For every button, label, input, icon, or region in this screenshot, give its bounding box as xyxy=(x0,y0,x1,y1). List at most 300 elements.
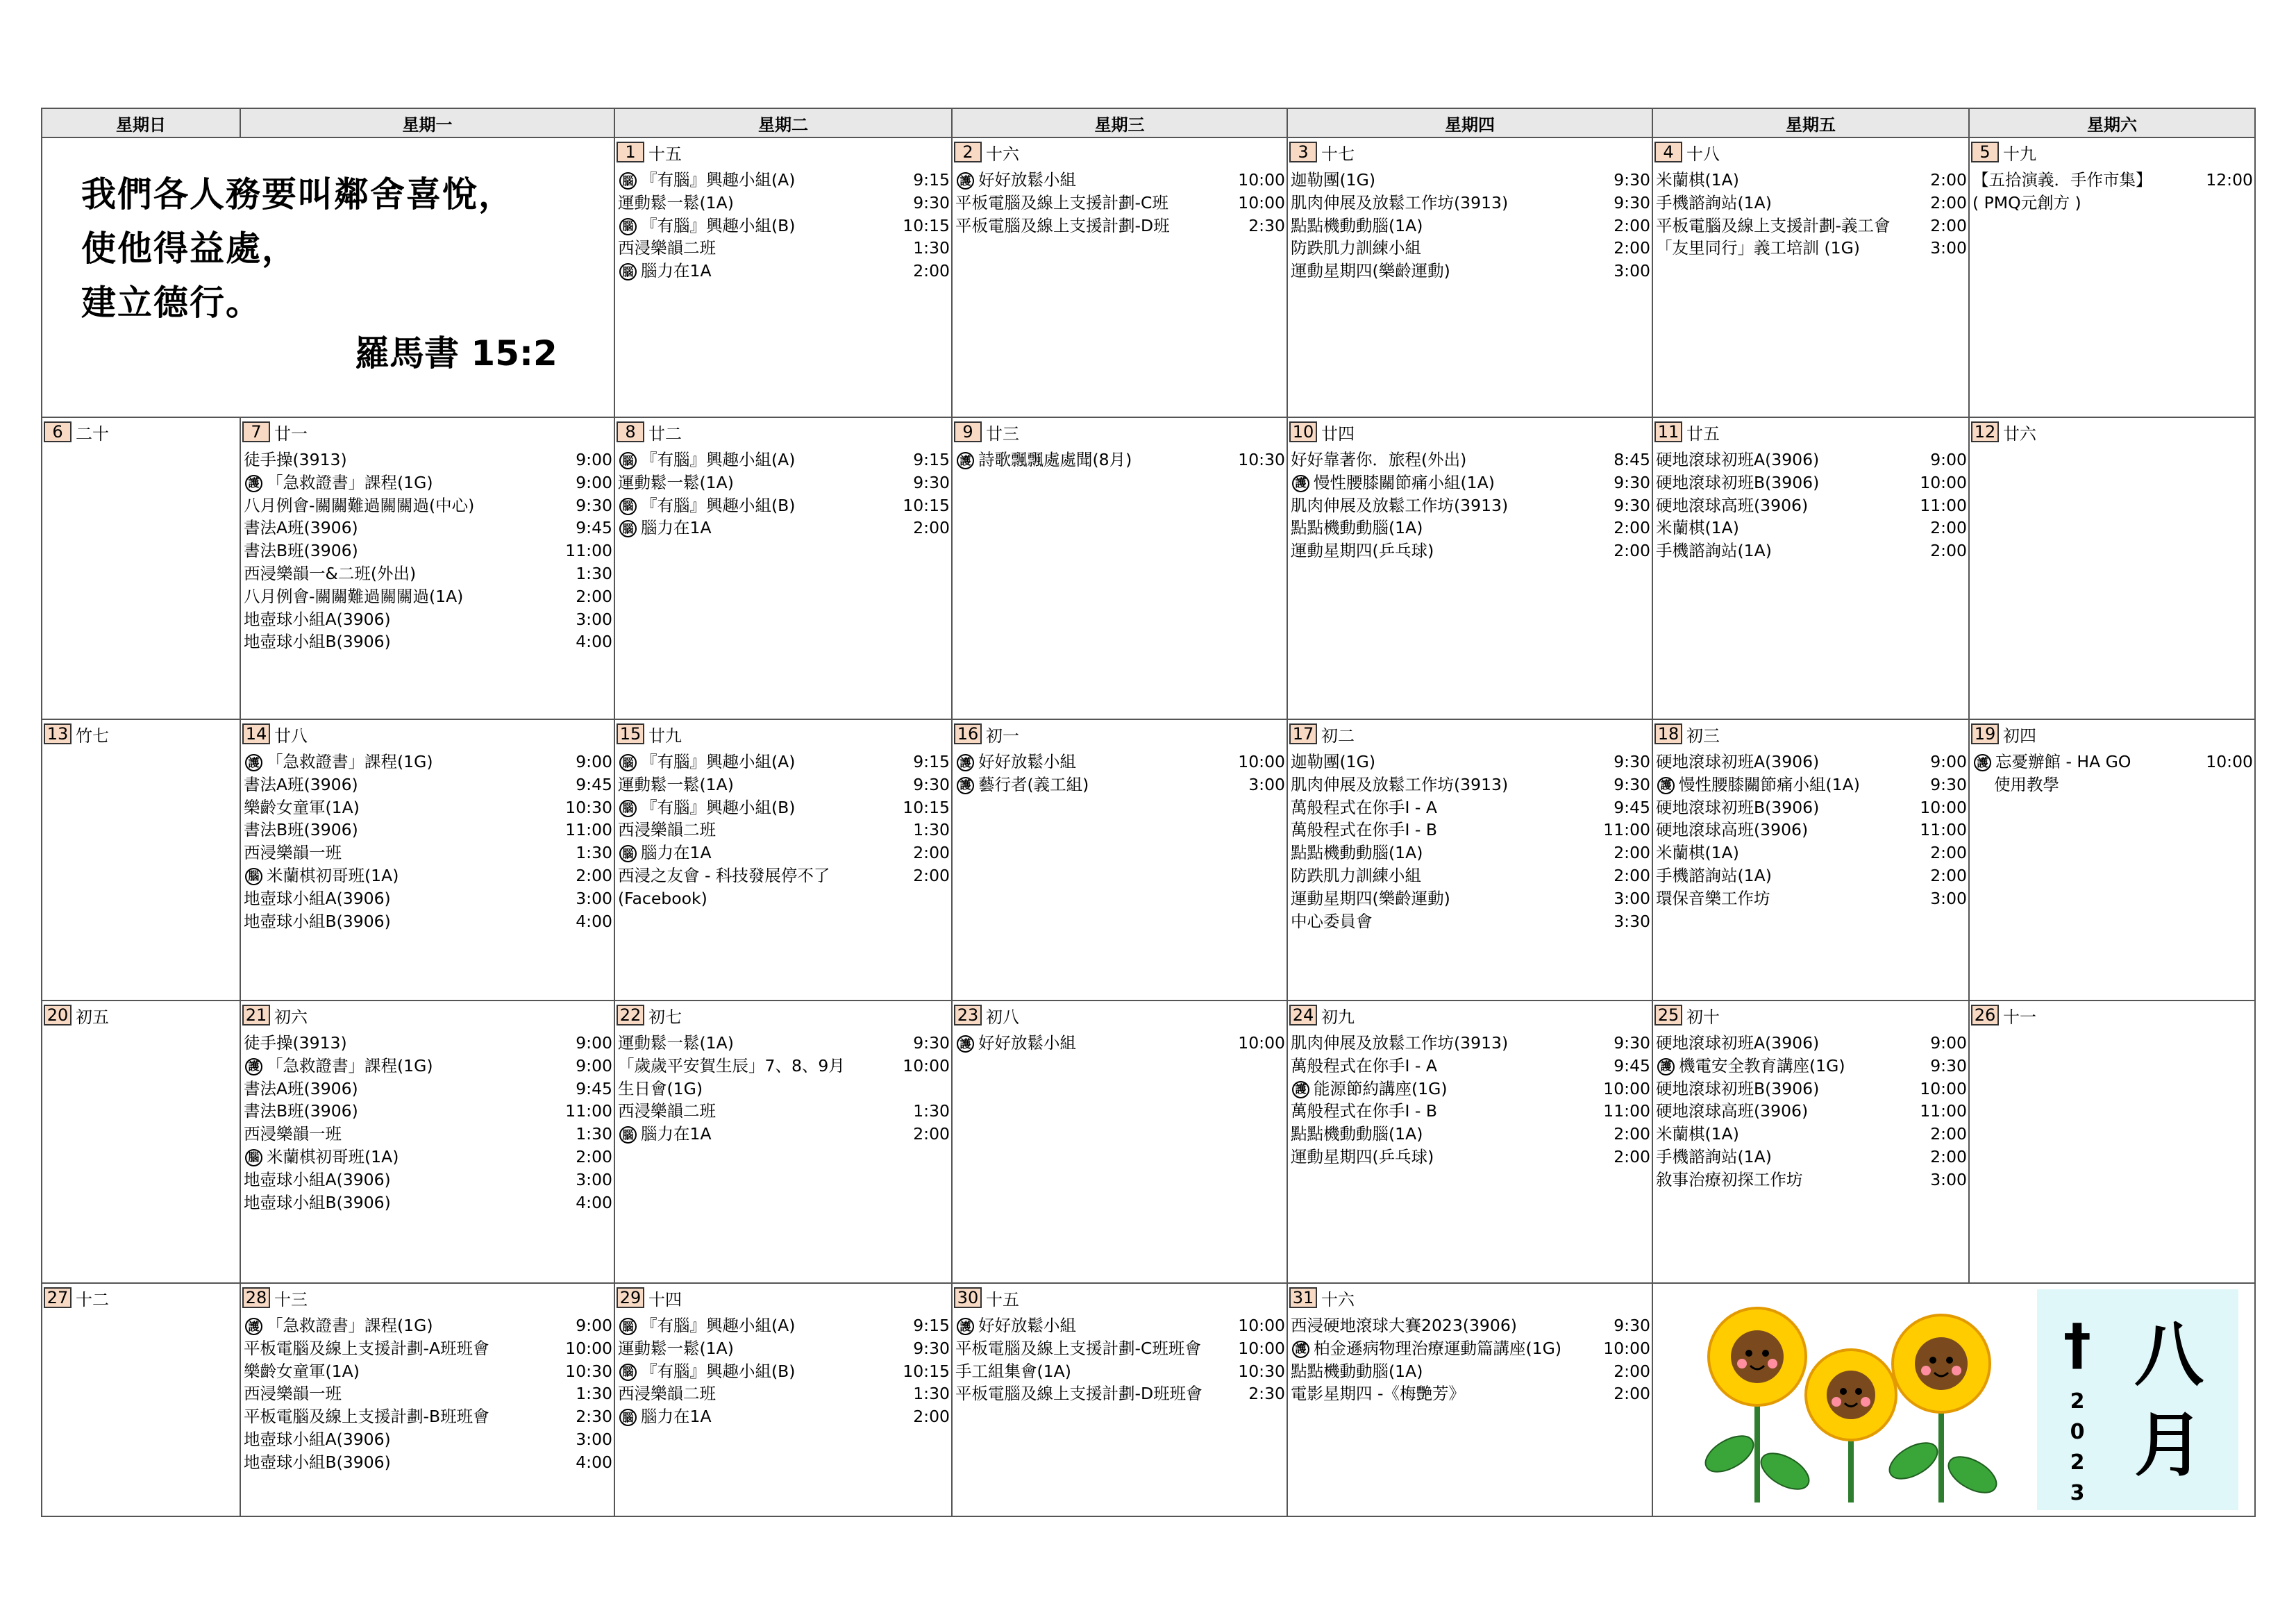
event-time: 2:00 xyxy=(1614,1146,1650,1166)
day-number: 26 xyxy=(1971,1005,1999,1026)
event-title: 好好放鬆小組 xyxy=(978,1316,1076,1335)
event-list xyxy=(618,449,950,539)
event-title: 書法A班(3906) xyxy=(244,774,358,794)
event-row xyxy=(1291,215,1650,237)
event-list xyxy=(955,449,1285,471)
calendar xyxy=(41,108,2256,1517)
event-time: 10:00 xyxy=(1603,1078,1650,1098)
event-row xyxy=(1656,1032,1967,1055)
event-row xyxy=(1291,494,1650,517)
event-time: 3:00 xyxy=(1930,888,1967,908)
event-row xyxy=(618,796,950,819)
event-title: 平板電腦及線上支援計劃-D班 xyxy=(955,215,1170,235)
event-row xyxy=(1291,1382,1650,1405)
event-title: 迦勒團(1G) xyxy=(1291,170,1375,190)
day-header xyxy=(44,421,109,443)
event-row xyxy=(955,449,1285,471)
day-number: 30 xyxy=(954,1287,982,1308)
event-time: 9:30 xyxy=(1614,170,1650,190)
event-row xyxy=(1291,517,1650,539)
event-title: 點點機動動腦(1A) xyxy=(1291,843,1423,863)
event-title: 手工組集會(1A) xyxy=(955,1361,1071,1381)
event-time: 10:30 xyxy=(1238,1361,1285,1381)
event-time: 11:00 xyxy=(1920,495,1967,515)
event-time: 9:00 xyxy=(1930,752,1967,771)
day-number: 10 xyxy=(1289,421,1317,442)
day-cell xyxy=(1652,417,1970,720)
event-row xyxy=(244,1123,612,1146)
event-list xyxy=(244,1032,612,1214)
event-row xyxy=(244,1191,612,1214)
event-title: 徒手操(3913) xyxy=(244,450,347,469)
event-row xyxy=(244,1451,612,1474)
event-time: 9:30 xyxy=(913,1033,950,1053)
day-number: 31 xyxy=(1289,1287,1317,1308)
lunar-date: 廿六 xyxy=(2003,424,2036,444)
event-time: 4:00 xyxy=(576,1452,612,1472)
event-time: 1:30 xyxy=(576,563,612,583)
event-row xyxy=(1656,819,1967,842)
day-number: 11 xyxy=(1654,421,1682,442)
lunar-date: 初六 xyxy=(274,1007,308,1027)
brain-icon: 腦 xyxy=(619,263,637,281)
event-title: 西浸樂韻二班 xyxy=(618,1101,716,1121)
day-cell xyxy=(1287,417,1653,720)
event-time: 2:00 xyxy=(1614,518,1650,538)
event-time: 2:00 xyxy=(1614,843,1650,863)
event-time: 3:00 xyxy=(1930,1169,1967,1189)
event-row xyxy=(618,1382,950,1405)
day-cell xyxy=(614,417,953,720)
event-row xyxy=(618,1032,950,1055)
event-list xyxy=(618,1032,950,1146)
lunar-date: 十四 xyxy=(648,1289,682,1309)
event-row xyxy=(244,1405,612,1428)
event-row xyxy=(955,1337,1285,1360)
event-time: 9:45 xyxy=(1614,1055,1650,1075)
event-time: 10:15 xyxy=(903,495,950,515)
day-cell xyxy=(1287,1000,1653,1284)
event-row xyxy=(1656,887,1967,910)
event-title: 腦力在1A xyxy=(641,261,712,281)
event-row xyxy=(618,494,950,517)
day-cell xyxy=(1287,719,1653,1001)
day-header xyxy=(617,421,682,443)
event-title: 樂齡女童軍(1A) xyxy=(244,797,360,817)
event-time: 10:00 xyxy=(1238,192,1285,212)
event-time: 9:30 xyxy=(1614,192,1650,212)
brain-icon: 腦 xyxy=(619,218,637,235)
event-title: 『有腦』興趣小組(A) xyxy=(641,1316,796,1335)
event-title: 運動鬆一鬆(1A) xyxy=(618,1338,734,1358)
event-title: 點點機動動腦(1A) xyxy=(1291,1124,1423,1144)
event-row xyxy=(618,1405,950,1428)
event-row xyxy=(1656,517,1967,539)
event-title: 柏金遜病物理治療運動篇講座(1G) xyxy=(1314,1338,1561,1358)
event-row xyxy=(1291,260,1650,283)
event-time: 1:30 xyxy=(913,238,950,258)
event-title: 「急救證書」課程(1G) xyxy=(267,1055,433,1075)
event-row xyxy=(618,842,950,864)
lunar-date: 竹七 xyxy=(76,726,109,746)
event-time: 4:00 xyxy=(576,632,612,652)
care-icon: 護 xyxy=(245,1058,262,1075)
event-title: 藝行者(義工組) xyxy=(978,774,1089,794)
event-list xyxy=(955,751,1285,796)
decoration-box xyxy=(1652,1282,2256,1517)
event-row xyxy=(955,1314,1285,1337)
weekday-header-sun: 星期日 xyxy=(41,108,241,138)
day-cell xyxy=(1287,1282,1653,1517)
lunar-date: 初一 xyxy=(986,726,1019,746)
event-title: 環保音樂工作坊 xyxy=(1656,888,1770,908)
event-time: 1:30 xyxy=(913,820,950,840)
event-row xyxy=(244,887,612,910)
care-icon: 護 xyxy=(1292,475,1309,492)
event-row xyxy=(244,1055,612,1078)
event-time: 2:00 xyxy=(1614,865,1650,885)
event-title: 「急救證書」課程(1G) xyxy=(267,472,433,492)
brain-icon: 腦 xyxy=(619,1364,637,1381)
event-title: 平板電腦及線上支援計劃-義工會 xyxy=(1656,215,1891,235)
event-title: 地壺球小組A(3906) xyxy=(244,1429,391,1449)
bible-verse xyxy=(81,167,514,330)
event-row xyxy=(618,819,950,842)
event-title: 米蘭棋初哥班(1A) xyxy=(267,865,399,885)
care-icon: 護 xyxy=(245,1318,262,1335)
event-title: 肌肉伸展及放鬆工作坊(3913) xyxy=(1291,1033,1509,1053)
event-row xyxy=(1656,1123,1967,1146)
event-list xyxy=(955,1314,1285,1405)
day-number: 2 xyxy=(954,142,982,162)
event-list xyxy=(1972,751,2253,796)
event-row xyxy=(1291,1100,1650,1123)
weekday-header-fri: 星期五 xyxy=(1652,108,1970,138)
event-row xyxy=(1656,773,1967,796)
event-time: 9:30 xyxy=(1930,774,1967,794)
lunar-date: 初五 xyxy=(76,1007,109,1027)
event-row xyxy=(1291,1032,1650,1055)
day-cell xyxy=(1652,719,1970,1001)
event-row xyxy=(244,585,612,608)
day-cell xyxy=(240,719,615,1001)
brain-icon: 腦 xyxy=(619,1318,637,1335)
lunar-date: 十五 xyxy=(648,144,682,164)
year-digit: 2 xyxy=(2070,1389,2085,1414)
event-title: 「友里同行」義工培訓 (1G) xyxy=(1656,238,1860,258)
event-list xyxy=(955,169,1285,237)
event-row xyxy=(244,1428,612,1451)
event-title: 硬地滾球初班B(3906) xyxy=(1656,472,1820,492)
day-number: 12 xyxy=(1971,421,1999,442)
event-time: 9:30 xyxy=(1614,472,1650,492)
event-title: 腦力在1A xyxy=(641,1407,712,1427)
event-title: 「急救證書」課程(1G) xyxy=(267,1316,433,1335)
event-title: 平板電腦及線上支援計劃-D班班會 xyxy=(955,1384,1203,1404)
brain-icon: 腦 xyxy=(619,452,637,469)
lunar-date: 廿一 xyxy=(274,424,308,444)
care-icon: 護 xyxy=(1657,1058,1675,1075)
event-row xyxy=(1656,864,1967,887)
event-row xyxy=(244,1337,612,1360)
event-title: 西浸樂韻二班 xyxy=(618,820,716,840)
event-title: 米蘭棋(1A) xyxy=(1656,843,1739,863)
event-title: 腦力在1A xyxy=(641,1124,712,1144)
day-number: 21 xyxy=(242,1005,270,1026)
day-header xyxy=(954,421,1019,443)
event-title: 『有腦』興趣小組(A) xyxy=(641,752,796,771)
sunflower-illustration xyxy=(1674,1298,2035,1506)
event-time: 2:00 xyxy=(913,261,950,281)
event-time: 9:00 xyxy=(576,472,612,492)
care-icon: 護 xyxy=(1292,1341,1309,1358)
event-title: 地壺球小組A(3906) xyxy=(244,1169,391,1189)
event-time: 11:00 xyxy=(1603,820,1650,840)
event-time: 2:00 xyxy=(913,1407,950,1427)
event-list xyxy=(1656,751,1967,910)
event-time: 9:30 xyxy=(1614,774,1650,794)
lunar-date: 廿五 xyxy=(1686,424,1720,444)
event-row xyxy=(1656,471,1967,494)
event-row xyxy=(1291,192,1650,215)
event-title: 運動鬆一鬆(1A) xyxy=(618,1033,734,1053)
event-row xyxy=(244,751,612,773)
event-time: 10:00 xyxy=(1238,752,1285,771)
event-row xyxy=(618,517,950,539)
day-number: 8 xyxy=(617,421,644,442)
event-row xyxy=(1291,819,1650,842)
event-title: 西浸樂韻一&二班(外出) xyxy=(244,563,417,583)
event-time: 9:45 xyxy=(576,1078,612,1098)
day-header xyxy=(44,1287,109,1309)
event-list xyxy=(1291,1314,1650,1405)
event-title: 西浸樂韻二班 xyxy=(618,1384,716,1404)
weekday-header-wed: 星期三 xyxy=(951,108,1288,138)
event-row xyxy=(618,1055,950,1078)
event-time: 12:00 xyxy=(2206,170,2253,190)
lunar-date: 廿八 xyxy=(274,726,308,746)
lunar-date: 十三 xyxy=(274,1289,308,1309)
day-number: 24 xyxy=(1289,1005,1317,1026)
verse-line: 我們各人務要叫鄰舍喜悅， xyxy=(81,174,514,215)
event-row xyxy=(618,887,950,910)
event-time: 10:00 xyxy=(1920,472,1967,492)
event-title: 點點機動動腦(1A) xyxy=(1291,215,1423,235)
event-time: 1:30 xyxy=(913,1101,950,1121)
event-row xyxy=(618,1123,950,1146)
day-header xyxy=(44,723,109,745)
weekday-header-thu: 星期四 xyxy=(1287,108,1653,138)
care-icon: 護 xyxy=(1974,754,1991,771)
day-cell xyxy=(951,417,1288,720)
day-cell xyxy=(41,417,241,720)
event-row xyxy=(244,1032,612,1055)
event-title: 『有腦』興趣小組(B) xyxy=(641,495,796,515)
care-icon: 護 xyxy=(957,1318,974,1335)
weekday-header-tue: 星期二 xyxy=(614,108,953,138)
event-time: 1:30 xyxy=(576,1124,612,1144)
event-row xyxy=(618,215,950,237)
event-title: 米蘭棋(1A) xyxy=(1656,1124,1739,1144)
day-cell xyxy=(1968,417,2256,720)
event-time: 9:30 xyxy=(913,472,950,492)
day-header xyxy=(1289,141,1355,163)
month-title: 八月 xyxy=(2134,1314,2204,1486)
brain-icon: 腦 xyxy=(619,754,637,771)
event-title: 忘憂辦館 - HA GO xyxy=(1995,752,2131,771)
event-row xyxy=(244,562,612,585)
day-number: 3 xyxy=(1289,142,1317,162)
event-row xyxy=(244,1078,612,1100)
event-title: 平板電腦及線上支援計劃-C班 xyxy=(955,192,1168,212)
event-title: 『有腦』興趣小組(B) xyxy=(641,797,796,817)
event-row xyxy=(1656,1100,1967,1123)
event-title: 手機諮詢站(1A) xyxy=(1656,541,1772,561)
event-title: 運動星期四(乒乓球) xyxy=(1291,541,1434,561)
event-row xyxy=(955,1382,1285,1405)
event-title: 『有腦』興趣小組(B) xyxy=(641,215,796,235)
event-list xyxy=(1291,449,1650,562)
event-row xyxy=(1291,910,1650,933)
event-row xyxy=(244,471,612,494)
day-number: 1 xyxy=(617,142,644,162)
month-badge xyxy=(2037,1289,2238,1510)
event-title: 詩歌飄飄處處聞(8月) xyxy=(978,450,1132,469)
event-title: 西浸樂韻二班 xyxy=(618,238,716,258)
day-header xyxy=(1654,723,1720,745)
day-header xyxy=(242,723,308,745)
day-number: 17 xyxy=(1289,723,1317,744)
event-row xyxy=(244,773,612,796)
event-time: 9:00 xyxy=(576,1316,612,1335)
brain-icon: 腦 xyxy=(245,1149,262,1166)
event-time: 11:00 xyxy=(565,1101,612,1121)
day-number: 25 xyxy=(1654,1005,1682,1026)
event-list xyxy=(1972,169,2253,215)
event-time: 10:00 xyxy=(1603,1338,1650,1358)
day-header xyxy=(1654,421,1720,443)
event-title: 平板電腦及線上支援計劃-A班班會 xyxy=(244,1338,489,1358)
event-title: 『有腦』興趣小組(B) xyxy=(641,1361,796,1381)
event-time: 2:00 xyxy=(1614,1361,1650,1381)
event-row xyxy=(1972,192,2253,215)
lunar-date: 初三 xyxy=(1686,726,1720,746)
day-number: 22 xyxy=(617,1005,644,1026)
event-title: 書法B班(3906) xyxy=(244,820,358,840)
event-title: 手機諮詢站(1A) xyxy=(1656,865,1772,885)
event-time: 10:15 xyxy=(903,215,950,235)
brain-icon: 腦 xyxy=(619,1126,637,1144)
event-time: 1:30 xyxy=(576,1384,612,1404)
event-title: 書法B班(3906) xyxy=(244,541,358,561)
event-row xyxy=(955,751,1285,773)
event-list xyxy=(618,1314,950,1428)
event-row xyxy=(244,539,612,562)
event-list xyxy=(1656,1032,1967,1191)
event-time: 9:45 xyxy=(1614,797,1650,817)
event-row xyxy=(618,751,950,773)
event-time: 10:00 xyxy=(2206,752,2253,771)
event-title: 萬般程式在你手I - A xyxy=(1291,797,1437,817)
event-row xyxy=(244,819,612,842)
event-row xyxy=(618,1337,950,1360)
event-title: 硬地滾球初班A(3906) xyxy=(1656,1033,1820,1053)
event-title: 西浸樂韻一班 xyxy=(244,1384,342,1404)
day-cell xyxy=(240,417,615,720)
event-title: 使用教學 xyxy=(1972,774,2059,794)
event-title: 肌肉伸展及放鬆工作坊(3913) xyxy=(1291,192,1509,212)
day-cell xyxy=(41,1000,241,1284)
event-row xyxy=(1291,1360,1650,1383)
event-row xyxy=(244,1100,612,1123)
event-title: 米蘭棋初哥班(1A) xyxy=(267,1146,399,1166)
event-time: 2:00 xyxy=(1930,843,1967,863)
event-title: 好好放鬆小組 xyxy=(978,170,1076,190)
event-row xyxy=(1291,169,1650,192)
event-row xyxy=(1656,192,1967,215)
event-title: 地壺球小組B(3906) xyxy=(244,632,391,652)
event-time: 9:00 xyxy=(1930,1033,1967,1053)
event-title: 防跌肌力訓練小組 xyxy=(1291,865,1421,885)
day-header xyxy=(1971,723,2036,745)
event-row xyxy=(1291,842,1650,864)
event-row xyxy=(618,471,950,494)
event-time: 3:00 xyxy=(1930,238,1967,258)
lunar-date: 廿九 xyxy=(648,726,682,746)
event-time: 11:00 xyxy=(1603,1101,1650,1121)
verse-box xyxy=(41,137,615,418)
care-icon: 護 xyxy=(957,754,974,771)
event-time: 2:00 xyxy=(1930,865,1967,885)
event-time: 4:00 xyxy=(576,911,612,931)
verse-reference: 羅馬書 15:2 xyxy=(355,333,558,374)
event-title: 萬般程式在你手I - B xyxy=(1291,820,1437,840)
event-title: 徒手操(3913) xyxy=(244,1033,347,1053)
day-cell xyxy=(1652,137,1970,418)
day-header xyxy=(954,723,1019,745)
event-title: 硬地滾球高班(3906) xyxy=(1656,1101,1809,1121)
event-time: 10:00 xyxy=(1238,1033,1285,1053)
event-title: 地壺球小組A(3906) xyxy=(244,609,391,629)
event-title: 「歲歲平安賀生辰」7、8、9月 xyxy=(618,1055,845,1075)
day-cell xyxy=(614,1000,953,1284)
lunar-date: 十五 xyxy=(986,1289,1019,1309)
event-time: 3:00 xyxy=(1614,261,1650,281)
event-time: 9:15 xyxy=(913,752,950,771)
event-row xyxy=(1656,796,1967,819)
event-row xyxy=(244,842,612,864)
event-title: 米蘭棋(1A) xyxy=(1656,170,1739,190)
day-header xyxy=(1289,1004,1355,1026)
day-number: 14 xyxy=(242,723,270,744)
event-row xyxy=(244,494,612,517)
event-row xyxy=(244,1314,612,1337)
event-time: 3:00 xyxy=(576,1429,612,1449)
event-time: 2:00 xyxy=(1614,238,1650,258)
event-time: 10:00 xyxy=(903,1055,950,1075)
day-header xyxy=(954,1287,1019,1309)
event-title: 運動星期四(乒乓球) xyxy=(1291,1146,1434,1166)
cross-icon: † xyxy=(2063,1312,2091,1377)
event-list xyxy=(1656,169,1967,260)
event-title: 【五拾演義．手作市集】 xyxy=(1972,170,2152,190)
event-row xyxy=(955,192,1285,215)
event-row xyxy=(618,192,950,215)
event-row xyxy=(1291,1314,1650,1337)
event-row xyxy=(1656,215,1967,237)
event-time: 9:15 xyxy=(913,1316,950,1335)
day-number: 29 xyxy=(617,1287,644,1308)
